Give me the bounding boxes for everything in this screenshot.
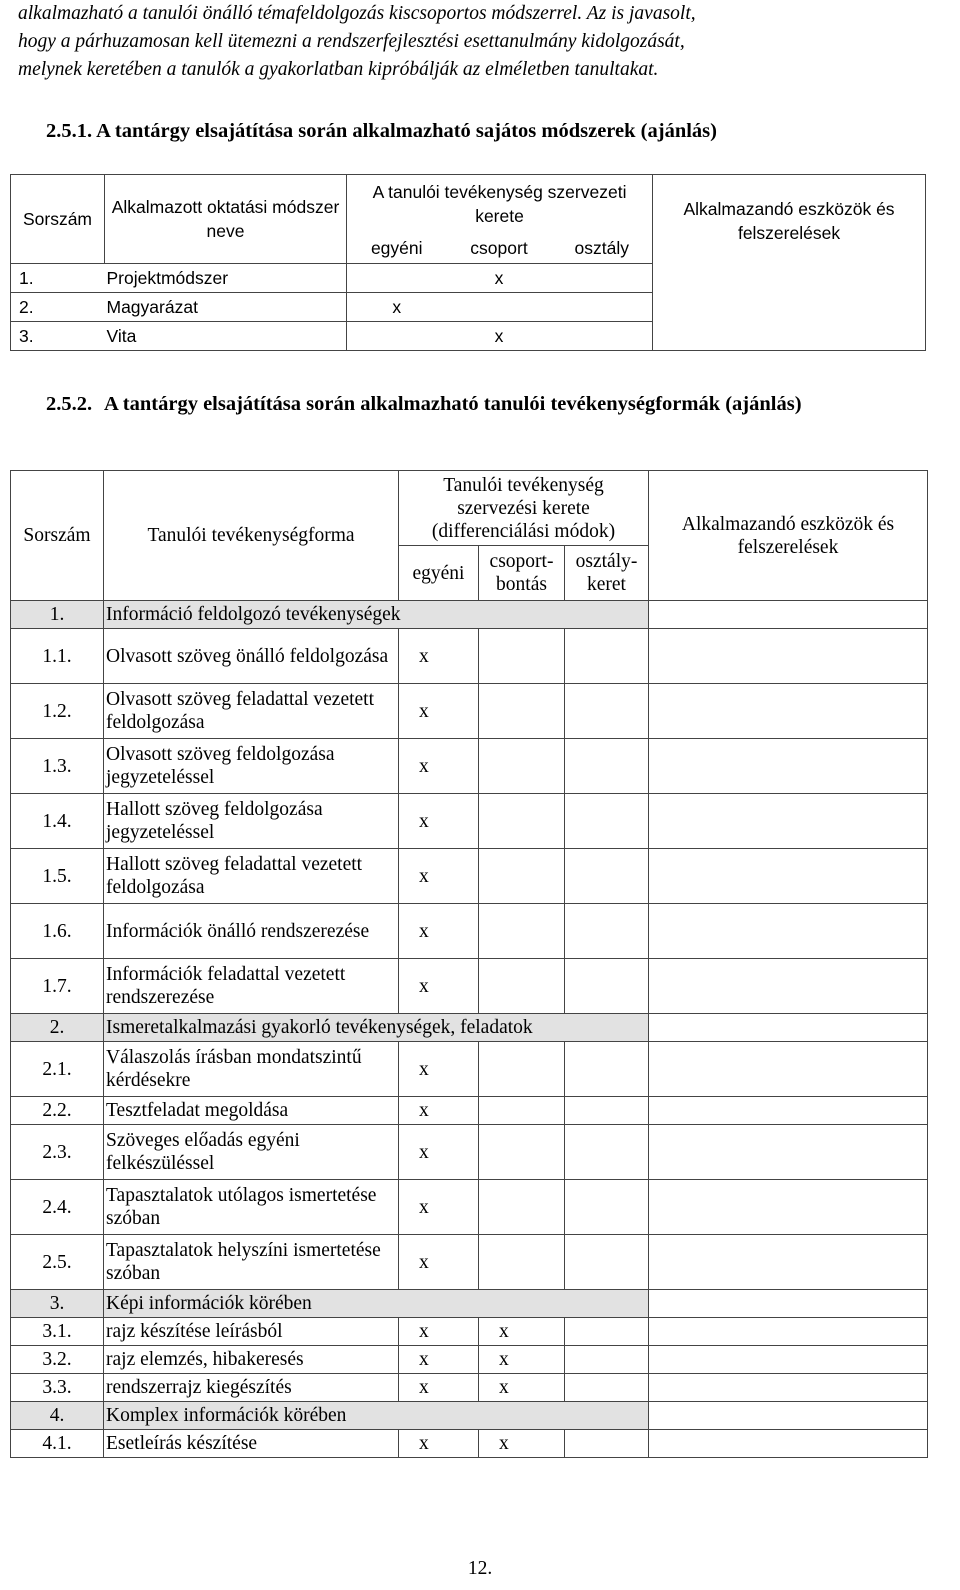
tools-cell: [649, 1235, 928, 1290]
row-activity: Olvasott szöveg feladattal vezetett feldolgozása: [104, 684, 399, 739]
row-csoport: [479, 629, 565, 684]
row-egyeni: x: [399, 1430, 479, 1458]
row-activity: rajz elemzés, hibakeresés: [104, 1346, 399, 1374]
row-egyeni: x: [399, 1097, 479, 1125]
row-activity: Hallott szöveg feladattal vezetett feldolgozása: [104, 849, 399, 904]
section-row-num: 3.: [11, 1290, 104, 1318]
row-activity: Tapasztalatok helyszíni ismertetése szóban: [104, 1235, 399, 1290]
row-osztaly: [552, 322, 653, 351]
row-num: 2.2.: [11, 1097, 104, 1125]
header-osztaly: osztály-keret: [565, 546, 649, 601]
row-osztaly: [565, 1346, 649, 1374]
row-csoport: [479, 1180, 565, 1235]
section-row-title: Komplex információk körében: [104, 1402, 649, 1430]
header-egyeni: egyéni: [347, 233, 447, 264]
header-form: Tanulói tevékenységforma: [104, 471, 399, 601]
tools-cell: [649, 1042, 928, 1097]
intro-line: alkalmazható a tanulói önálló témafeldolgozás kiscsoportos módszerrel. Az is javasolt,: [18, 3, 696, 24]
row-num: 3.: [11, 322, 105, 351]
header-egyeni: egyéni: [399, 546, 479, 601]
row-num: 3.1.: [11, 1318, 104, 1346]
row-csoport: x: [447, 264, 552, 293]
row-osztaly: [565, 849, 649, 904]
section-row-num: 1.: [11, 601, 104, 629]
row-activity: Információk feladattal vezetett rendszerezése: [104, 959, 399, 1014]
row-egyeni: x: [399, 959, 479, 1014]
row-csoport: [479, 739, 565, 794]
row-activity: rajz készítése leírásból: [104, 1318, 399, 1346]
tools-cell: [649, 794, 928, 849]
row-osztaly: [552, 264, 653, 293]
header-csoport: csoport-bontás: [479, 546, 565, 601]
row-num: 1.6.: [11, 904, 104, 959]
row-egyeni: x: [399, 739, 479, 794]
row-csoport: [479, 1097, 565, 1125]
row-csoport: [479, 849, 565, 904]
row-egyeni: x: [399, 1180, 479, 1235]
row-num: 1.: [11, 264, 105, 293]
row-osztaly: [565, 904, 649, 959]
row-csoport: [479, 1042, 565, 1097]
header-osztaly: osztály: [552, 233, 653, 264]
tools-cell: [649, 849, 928, 904]
row-num: 2.3.: [11, 1125, 104, 1180]
row-csoport: x: [479, 1430, 565, 1458]
header-csoport: csoport: [447, 233, 552, 264]
row-name: Projektmódszer: [105, 264, 347, 293]
row-activity: Válaszolás írásban mondatszintű kérdésekre: [104, 1042, 399, 1097]
row-egyeni: x: [347, 293, 447, 322]
section-row-num: 4.: [11, 1402, 104, 1430]
row-osztaly: [565, 1180, 649, 1235]
row-activity: Olvasott szöveg önálló feldolgozása: [104, 629, 399, 684]
row-activity: Hallott szöveg feldolgozása jegyzeteléssel: [104, 794, 399, 849]
tools-cell: [649, 904, 928, 959]
row-osztaly: [565, 959, 649, 1014]
tools-cell: [649, 601, 928, 629]
row-egyeni: x: [399, 849, 479, 904]
row-num: 2.4.: [11, 1180, 104, 1235]
tools-cell: [649, 1180, 928, 1235]
tools-cell: [649, 1402, 928, 1430]
row-csoport: x: [479, 1318, 565, 1346]
row-osztaly: [552, 293, 653, 322]
section-row-title: Információ feldolgozó tevékenységek: [104, 601, 649, 629]
row-activity: Esetleírás készítése: [104, 1430, 399, 1458]
section-row-num: 2.: [11, 1014, 104, 1042]
row-egyeni: [347, 264, 447, 293]
row-num: 2.: [11, 293, 105, 322]
row-osztaly: [565, 739, 649, 794]
row-egyeni: x: [399, 1125, 479, 1180]
row-osztaly: [565, 629, 649, 684]
row-egyeni: x: [399, 684, 479, 739]
row-egyeni: x: [399, 1318, 479, 1346]
header-tools: Alkalmazandó eszközök és felszerelések: [649, 471, 928, 601]
row-num: 1.7.: [11, 959, 104, 1014]
row-csoport: [447, 293, 552, 322]
methods-table: [10, 174, 926, 351]
row-egyeni: x: [399, 794, 479, 849]
tools-cell: [649, 684, 928, 739]
row-egyeni: x: [399, 1346, 479, 1374]
activity-forms-table: [10, 470, 928, 1458]
intro-line: melynek keretében a tanulók a gyakorlatban kipróbálják az elméletben tanultakat.: [18, 59, 659, 80]
header-frame: A tanulói tevékenység szervezeti kerete: [347, 175, 653, 234]
row-osztaly: [565, 1042, 649, 1097]
row-egyeni: x: [399, 1374, 479, 1402]
section-row-title: Ismeretalkalmazási gyakorló tevékenységek, feladatok: [104, 1014, 649, 1042]
row-activity: Tesztfeladat megoldása: [104, 1097, 399, 1125]
header-tools: Alkalmazandó eszközök és felszerelések: [653, 175, 926, 351]
row-num: 1.4.: [11, 794, 104, 849]
intro-paragraph: [18, 0, 954, 84]
row-num: 1.5.: [11, 849, 104, 904]
row-osztaly: [565, 1125, 649, 1180]
tools-cell: [649, 1125, 928, 1180]
row-activity: rendszerrajz kiegészítés: [104, 1374, 399, 1402]
row-csoport: [479, 1235, 565, 1290]
row-osztaly: [565, 1097, 649, 1125]
tools-cell: [649, 959, 928, 1014]
row-egyeni: x: [399, 1042, 479, 1097]
row-csoport: [479, 684, 565, 739]
row-num: 1.3.: [11, 739, 104, 794]
page-number: 12.: [467, 1558, 493, 1579]
tools-cell: [649, 1318, 928, 1346]
row-num: 2.5.: [11, 1235, 104, 1290]
tools-cell: [649, 739, 928, 794]
row-num: 3.2.: [11, 1346, 104, 1374]
tools-cell: [649, 1014, 928, 1042]
row-num: 4.1.: [11, 1430, 104, 1458]
row-csoport: [479, 1125, 565, 1180]
row-num: 1.1.: [11, 629, 104, 684]
row-num: 1.2.: [11, 684, 104, 739]
row-osztaly: [565, 1430, 649, 1458]
row-csoport: [479, 794, 565, 849]
row-csoport: [479, 959, 565, 1014]
row-activity: Információk önálló rendszerezése: [104, 904, 399, 959]
row-activity: Tapasztalatok utólagos ismertetése szóban: [104, 1180, 399, 1235]
row-name: Magyarázat: [105, 293, 347, 322]
row-egyeni: x: [399, 1235, 479, 1290]
row-csoport: x: [479, 1374, 565, 1402]
tools-cell: [649, 629, 928, 684]
row-egyeni: x: [399, 629, 479, 684]
section-row-title: Képi információk körében: [104, 1290, 649, 1318]
intro-line: hogy a párhuzamosan kell ütemezni a rendszerfejlesztési esettanulmány kidolgozását,: [18, 31, 685, 52]
row-osztaly: [565, 1235, 649, 1290]
tools-cell: [649, 1430, 928, 1458]
row-name: Vita: [105, 322, 347, 351]
row-csoport: [479, 904, 565, 959]
row-csoport: x: [479, 1346, 565, 1374]
row-csoport: x: [447, 322, 552, 351]
header-sorszam: Sorszám: [11, 471, 104, 601]
tools-cell: [649, 1097, 928, 1125]
row-osztaly: [565, 1374, 649, 1402]
row-activity: Szöveges előadás egyéni felkészüléssel: [104, 1125, 399, 1180]
row-osztaly: [565, 684, 649, 739]
row-num: 2.1.: [11, 1042, 104, 1097]
section-heading-2-5-1: 2.5.1. A tantárgy elsajátítása során alkalmazható sajátos módszerek (ajánlás): [46, 120, 717, 142]
header-method: Alkalmazott oktatási módszer neve: [105, 175, 347, 264]
tools-cell: [649, 1346, 928, 1374]
heading-text: A tantárgy elsajátítása során alkalmazható tanulói tevékenységformák (ajánlás): [104, 393, 802, 415]
tools-cell: [649, 1290, 928, 1318]
row-egyeni: [347, 322, 447, 351]
row-osztaly: [565, 794, 649, 849]
row-osztaly: [565, 1318, 649, 1346]
row-num: 3.3.: [11, 1374, 104, 1402]
row-activity: Olvasott szöveg feldolgozása jegyzeteléssel: [104, 739, 399, 794]
tools-cell: [649, 1374, 928, 1402]
header-sorszam: Sorszám: [11, 175, 105, 264]
header-frame: Tanulói tevékenység szervezési kerete (differenciálási módok): [399, 471, 649, 546]
heading-number: 2.5.2.: [46, 393, 93, 415]
row-egyeni: x: [399, 904, 479, 959]
